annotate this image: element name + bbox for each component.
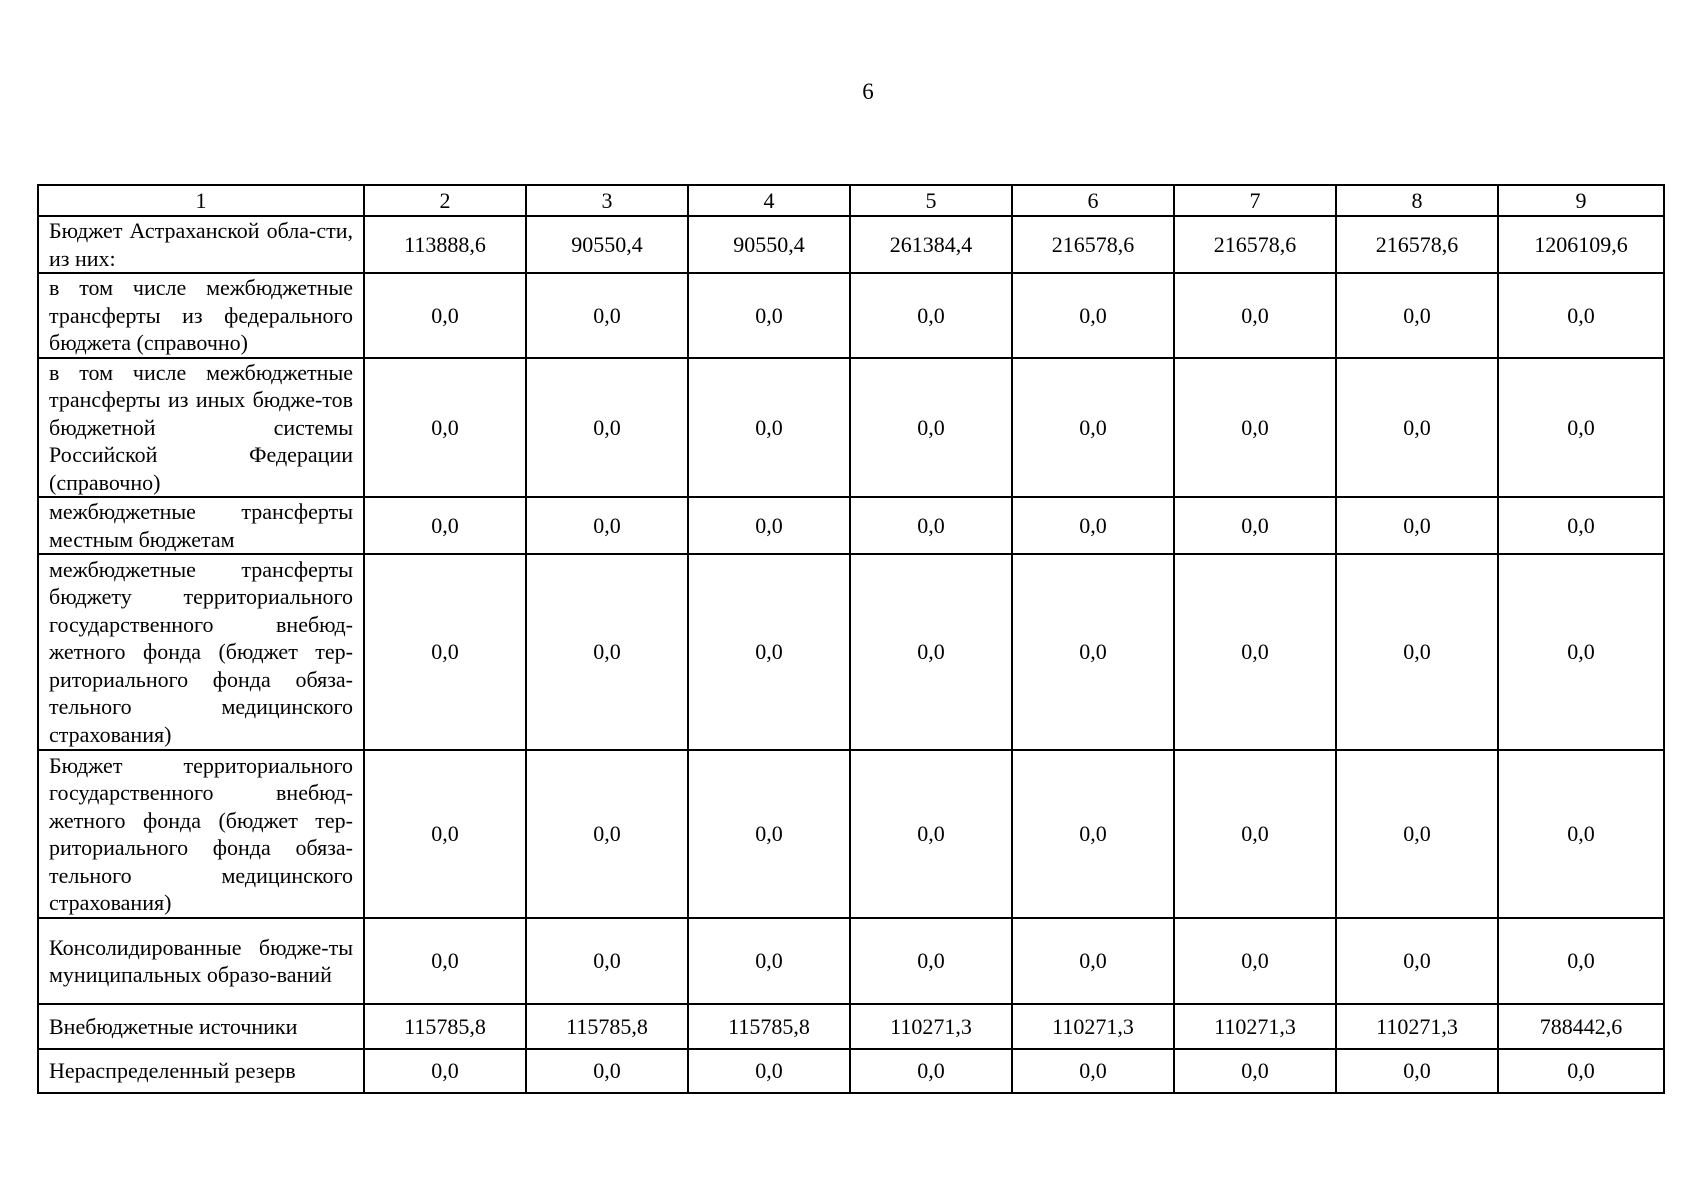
table-cell: 0,0	[688, 750, 850, 918]
table-cell: 90550,4	[688, 216, 850, 273]
table-cell: 113888,6	[364, 216, 526, 273]
table-cell: 0,0	[364, 918, 526, 1004]
row-label: Бюджет Астраханской обла-сти, из них:	[38, 216, 364, 273]
table-row	[38, 1049, 1664, 1093]
table-cell: 0,0	[1012, 497, 1174, 554]
table-cell: 0,0	[1012, 918, 1174, 1004]
table-cell: 788442,6	[1498, 1004, 1664, 1049]
table-row	[38, 358, 1664, 498]
table-cell: 0,0	[1174, 750, 1336, 918]
table-cell: 0,0	[1498, 273, 1664, 358]
table-cell: 0,0	[850, 750, 1012, 918]
table-cell: 0,0	[688, 497, 850, 554]
table-cell: 0,0	[1336, 497, 1498, 554]
table-row	[38, 1004, 1664, 1049]
table-cell: 0,0	[850, 497, 1012, 554]
row-label: Бюджет территориального государственного внебюд-жетного фонда (бюджет тер-риториального фонда обяза-тельного медицинского страхования)	[38, 750, 364, 918]
table-cell: 216578,6	[1336, 216, 1498, 273]
column-header: 4	[688, 185, 850, 216]
row-label: Нераспределенный резерв	[38, 1049, 364, 1093]
page-number: 6	[862, 79, 874, 104]
table-cell: 0,0	[1174, 273, 1336, 358]
header-row	[38, 185, 1664, 216]
column-header: 6	[1012, 185, 1174, 216]
table-cell: 0,0	[688, 273, 850, 358]
table-row	[38, 273, 1664, 358]
table-cell: 0,0	[1012, 1049, 1174, 1093]
row-label: в том числе межбюджетные трансферты из иных бюдже-тов бюджетной системы Российской Федерации (справочно)	[38, 358, 364, 498]
table-cell: 0,0	[850, 358, 1012, 498]
table-cell: 90550,4	[526, 216, 688, 273]
table-cell: 0,0	[1174, 554, 1336, 750]
table-cell: 0,0	[364, 554, 526, 750]
table-cell: 110271,3	[1174, 1004, 1336, 1049]
table-cell: 0,0	[1498, 750, 1664, 918]
row-label: Внебюджетные источники	[38, 1004, 364, 1049]
column-header: 1	[38, 185, 364, 216]
table-cell: 0,0	[526, 358, 688, 498]
row-label: межбюджетные трансферты бюджету территориального государственного внебюд-жетного фонда (бюджет тер-риториального фонда обяза-тельного медицинского страхования)	[38, 554, 364, 750]
table-cell: 0,0	[688, 554, 850, 750]
column-header: 8	[1336, 185, 1498, 216]
column-header: 5	[850, 185, 1012, 216]
row-label: Консолидированные бюдже-ты муниципальных образо-ваний	[38, 918, 364, 1004]
table-cell: 0,0	[1336, 554, 1498, 750]
table-row	[38, 918, 1664, 1004]
table-cell: 0,0	[364, 497, 526, 554]
table-cell: 0,0	[688, 358, 850, 498]
budget-table	[37, 184, 1665, 1094]
table-cell: 0,0	[1336, 273, 1498, 358]
table-cell: 0,0	[1174, 1049, 1336, 1093]
table-cell: 110271,3	[1336, 1004, 1498, 1049]
table-cell: 216578,6	[1174, 216, 1336, 273]
table-cell: 0,0	[364, 750, 526, 918]
table-cell: 115785,8	[364, 1004, 526, 1049]
table-cell: 0,0	[1498, 554, 1664, 750]
table-cell: 0,0	[364, 273, 526, 358]
table-cell: 0,0	[1174, 358, 1336, 498]
table-cell: 1206109,6	[1498, 216, 1664, 273]
table-cell: 0,0	[526, 918, 688, 1004]
column-header: 9	[1498, 185, 1664, 216]
table-cell: 0,0	[850, 1049, 1012, 1093]
table-cell: 0,0	[1498, 358, 1664, 498]
table-cell: 0,0	[364, 1049, 526, 1093]
table-cell: 110271,3	[1012, 1004, 1174, 1049]
table-cell: 261384,4	[850, 216, 1012, 273]
column-header: 7	[1174, 185, 1336, 216]
table-cell: 115785,8	[526, 1004, 688, 1049]
table-cell: 0,0	[526, 273, 688, 358]
column-header: 2	[364, 185, 526, 216]
table-row	[38, 497, 1664, 554]
table-cell: 0,0	[1012, 273, 1174, 358]
table-cell: 0,0	[1012, 750, 1174, 918]
table-cell: 115785,8	[688, 1004, 850, 1049]
table-cell: 0,0	[1336, 750, 1498, 918]
table-cell: 0,0	[526, 497, 688, 554]
table-cell: 0,0	[526, 750, 688, 918]
table-cell: 0,0	[364, 358, 526, 498]
table-cell: 0,0	[1174, 918, 1336, 1004]
table-cell: 0,0	[1336, 918, 1498, 1004]
table-cell: 216578,6	[1012, 216, 1174, 273]
table-cell: 0,0	[688, 1049, 850, 1093]
table-cell: 0,0	[526, 1049, 688, 1093]
table-row	[38, 216, 1664, 273]
table-cell: 0,0	[1012, 358, 1174, 498]
table-row	[38, 750, 1664, 918]
column-header: 3	[526, 185, 688, 216]
table-cell: 0,0	[1498, 918, 1664, 1004]
table-cell: 0,0	[850, 554, 1012, 750]
table-cell: 0,0	[1174, 497, 1336, 554]
table-cell: 0,0	[1336, 358, 1498, 498]
table-row	[38, 554, 1664, 750]
table-cell: 0,0	[1498, 497, 1664, 554]
row-label: в том числе межбюджетные трансферты из федерального бюджета (справочно)	[38, 273, 364, 358]
row-label: межбюджетные трансферты местным бюджетам	[38, 497, 364, 554]
table-cell: 0,0	[526, 554, 688, 750]
table-cell: 0,0	[688, 918, 850, 1004]
table-cell: 110271,3	[850, 1004, 1012, 1049]
table-cell: 0,0	[1336, 1049, 1498, 1093]
table-cell: 0,0	[1012, 554, 1174, 750]
table-cell: 0,0	[850, 273, 1012, 358]
table-cell: 0,0	[850, 918, 1012, 1004]
table-cell: 0,0	[1498, 1049, 1664, 1093]
